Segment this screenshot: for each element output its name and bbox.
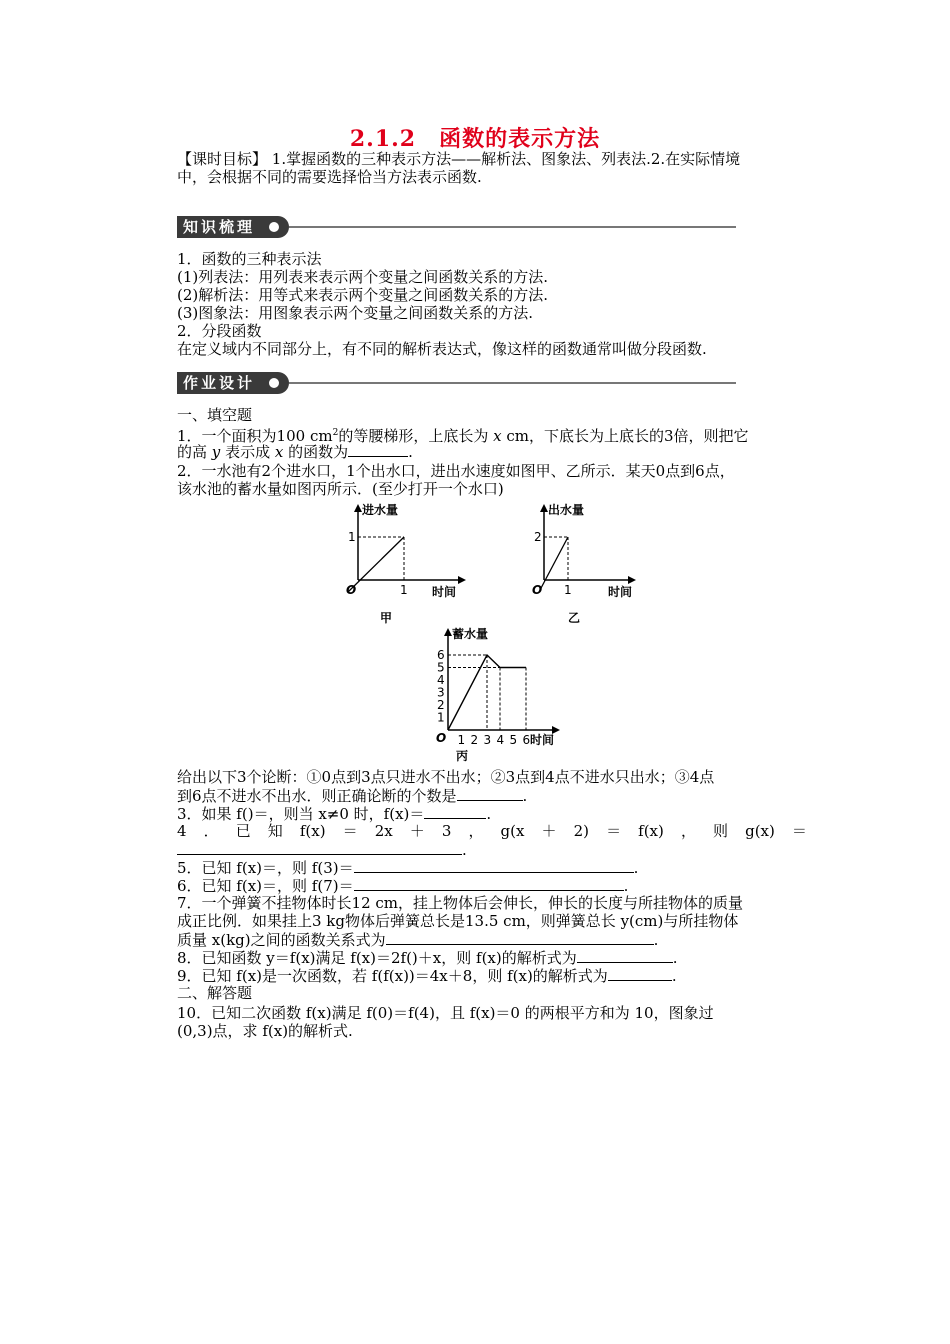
question-4-line-2: . [177,840,817,859]
x-tick-label: 2 [470,733,479,747]
question-2-line-4: 到6点不进水不出水．则正确论断的个数是 . [177,787,528,805]
figure-storage-chart [420,624,570,764]
x-axis-label: 时间 [432,585,457,599]
question-1-line-1: 1．一个面积为100 $cm^2$的等腰梯形，上底长为 x cm，下底长为上底长的3倍，则把它 [177,427,749,445]
question-6: 6．已知 f(x)＝，则 f(7)＝ . [177,877,629,895]
goal-line-1 [177,150,817,168]
question-4-token: ， [680,822,696,840]
x-tick-label: 1 [400,583,408,597]
question-4-token: 3 [441,822,452,840]
part-heading: 一、填空题 [177,406,253,424]
banner-label: 知识梳理 [177,216,289,238]
answer-blank[interactable] [424,804,486,819]
y-tick-label: 2 [437,698,445,712]
question-4-token: 知 [267,822,283,840]
figure-caption: 乙 [568,611,581,625]
question-4-token: g(x) [745,822,775,840]
y-tick-label: 1 [437,710,445,725]
knowledge-line: 1．函数的三种表示法 [177,250,322,268]
x-axis-arrow-icon [628,576,636,584]
banner-label: 作业设计 [177,372,289,394]
question-7-line-2: 成正比例．如果挂上3 kg物体后弹簧总长是13.5 cm，则弹簧总长 y(cm)与所挂物体 [177,912,739,930]
knowledge-line: (2)解析法：用等式来表示两个变量之间函数关系的方法. [177,286,549,304]
x-tick-label: 5 [509,733,518,747]
origin-label: O [346,583,357,597]
banner-dot-icon [269,378,279,388]
y-axis-label: 蓄水量 [452,627,489,641]
banner-dot-icon [269,222,279,232]
banner-rule [289,382,736,384]
x-tick-label: 3 [483,733,492,747]
answer-blank[interactable] [457,786,523,801]
answer-blank[interactable] [348,442,408,457]
question-2-line-3: 给出以下3个论断：①0点到3点只进水不出水；②3点到4点不进水只出水；③4点 [177,768,715,786]
answer-blank[interactable] [177,840,462,855]
x-axis-label: 时间 [530,733,555,747]
y-axis-label: 进水量 [362,503,399,517]
x-tick-label: 1 [564,583,572,597]
goal-label: 【课时目标】 [177,150,268,168]
x-axis-arrow-icon [458,576,466,584]
question-2-line-2: 该水池的蓄水量如图丙所示．(至少打开一个水口) [177,480,504,498]
question-1-line-2: 的高 y 表示成 x 的函数为 . [177,443,413,461]
y-tick-label: 6 [437,648,445,662]
answer-blank[interactable] [608,966,672,981]
answer-blank[interactable] [354,876,624,891]
y-axis-arrow-icon [540,504,548,512]
goal-text-1: 1.掌握函数的三种表示方法——解析法、图象法、列表法.2.在实际情境 [267,150,741,168]
knowledge-line: 2．分段函数 [177,322,262,340]
origin-label: O [436,731,447,745]
y-tick-label: 2 [534,530,542,544]
question-4-token: f(x) [299,822,326,840]
y-axis-label: 出水量 [548,503,585,517]
question-4-token: ． [203,822,219,840]
page-title: 2.1.2 函数的表示方法 [349,126,601,152]
question-4-token: ＋ [541,822,557,840]
figure-caption: 丙 [456,749,469,763]
knowledge-line: (3)图象法：用图象表示两个变量之间函数关系的方法. [177,304,534,322]
question-7-line-3: 质量 x(kg)之间的函数关系式为 . [177,931,659,949]
goal-line-2: 中，会根据不同的需要选择恰当方法表示函数. [177,168,482,186]
y-axis-arrow-icon [354,504,362,512]
y-tick-label: 3 [437,685,445,700]
figure-caption: 甲 [380,611,393,625]
question-2-line-1: 2．一水池有2个进水口，1个出水口，进出水速度如图甲、乙所示．某天0点到6点， [177,462,735,480]
question-10-line-2: (0,3)点，求 f(x)的解析式. [177,1022,353,1040]
question-4-token: 4 [177,822,187,840]
part-heading: 二、解答题 [177,984,253,1002]
question-4-token: 则 [713,822,729,840]
question-4-token: ＝ [791,822,807,840]
question-4-token: ＝ [606,822,622,840]
x-axis-label: 时间 [608,585,633,599]
question-4-token: 2x [374,822,393,840]
banner-rule [289,226,736,228]
figure-outflow-chart [516,500,656,628]
question-4-token: ， [468,822,484,840]
question-4-token: ＋ [409,822,425,840]
question-4-token: g(x [500,822,525,840]
question-5: 5．已知 f(x)＝，则 f(3)＝ . [177,859,639,877]
y-tick-label: 1 [348,530,356,544]
question-8: 8．已知函数 y＝f(x)满足 f(x)＝2f()＋x，则 f(x)的解析式为 . [177,949,678,967]
figure-inflow-chart [330,500,470,628]
question-4-token: ＝ [342,822,358,840]
y-tick-label: 4 [437,673,445,687]
answer-blank[interactable] [577,948,673,963]
answer-blank[interactable] [386,930,654,945]
question-10-line-1: 10．已知二次函数 f(x)满足 f(0)＝f(4)，且 f(x)＝0 的两根平方和为 10，图象过 [177,1004,714,1022]
question-3: 3．如果 f()＝，则当 x≠0 时，f(x)＝ . [177,805,492,823]
x-tick-label: 4 [496,733,505,747]
question-4-line-1 [177,822,817,840]
question-4-token: 已 [235,822,251,840]
question-9: 9．已知 f(x)是一次函数，若 f(f(x))＝4x＋8，则 f(x)的解析式为 . [177,967,677,985]
question-7-line-1: 7．一个弹簧不挂物体时长12 cm，挂上物体后会伸长，伸长的长度与所挂物体的质量 [177,894,744,912]
x-tick-label: 1 [457,733,466,747]
knowledge-line: 在定义域内不同部分上，有不同的解析表达式，像这样的函数通常叫做分段函数. [177,340,707,358]
question-4-token: 2) [573,822,590,840]
y-axis-arrow-icon [444,628,452,636]
knowledge-line: (1)列表法：用列表来表示两个变量之间函数关系的方法. [177,268,549,286]
question-4-token: f(x) [638,822,664,840]
inflow-line [348,537,404,592]
answer-blank[interactable] [354,858,634,873]
y-tick-label: 5 [437,660,445,675]
x-tick-label: 6 [522,733,531,747]
origin-label: O [532,583,543,597]
question-4-justified [177,822,807,840]
